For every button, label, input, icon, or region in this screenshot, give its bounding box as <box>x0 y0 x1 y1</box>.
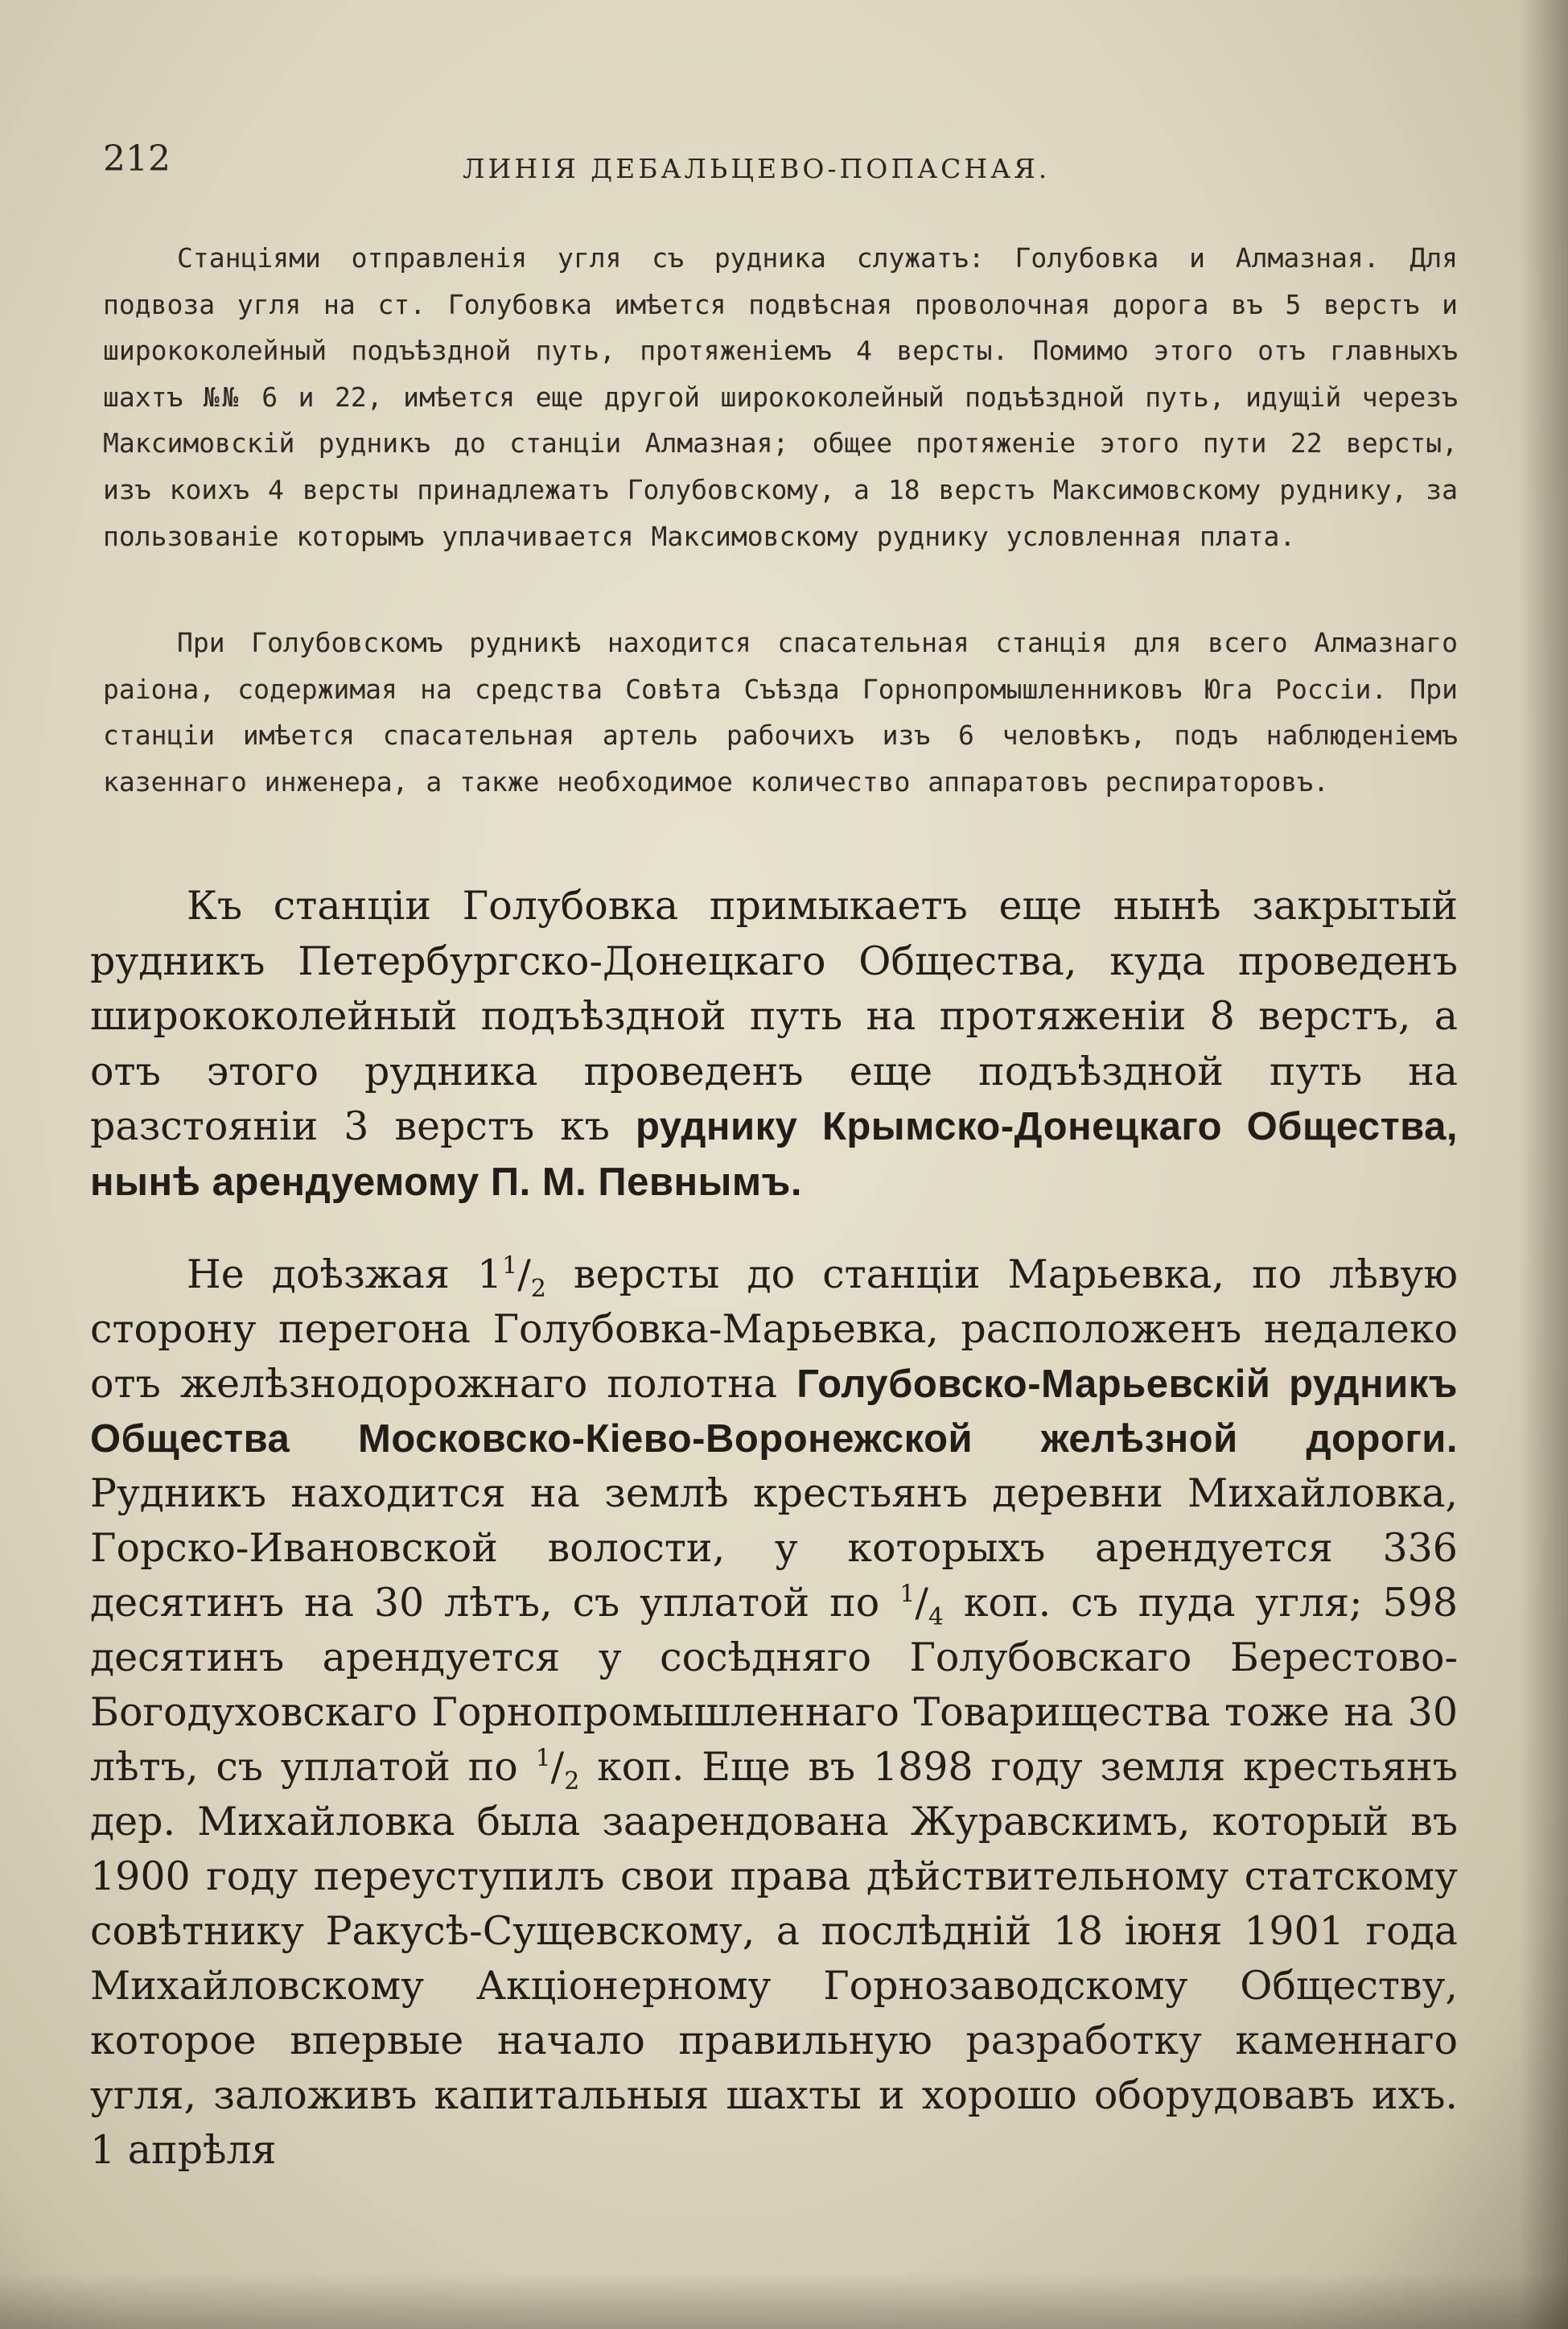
paragraph-text-segment: Рудникъ находится на землѣ крестьянъ деревни Михайловка, Горско-Ивановской волости, у которыхъ арендуется 336 десятинъ на 30 лѣтъ, съ уплатой по <box>90 1470 1458 1626</box>
fraction-numerator: 1 <box>535 1744 551 1773</box>
fraction-numerator: 1 <box>502 1251 518 1280</box>
paragraph-text-bold: Голубовско-Марьевскій рудникъ Общества Московско-Кіево-Воронежской желѣзной дороги. <box>90 1362 1458 1461</box>
page-number: 212 <box>103 138 171 179</box>
paragraph-stations: Станціями отправленія угля съ рудника служатъ: Голубовка и Алмазная. Для подвоза угля на ст. Голубовка имѣется подвѣсная проволочная дорога въ 5 верстъ и ширококолейный подъѣздной путь, протяженіемъ 4 версты. Помимо этого отъ главныхъ шахтъ №№ 6 и 22, имѣется еще другой ширококолейный подъѣздной путь, идущій черезъ Максимовскій рудникъ до станціи Алмазная; общее протяженіе этого пути 22 версты, изъ коихъ 4 версты принадлежатъ Голубовскому, а 18 верстъ Максимовскому руднику, за пользованіе которымъ уплачивается Максимовскому руднику условленная плата. <box>103 242 1458 552</box>
paragraph-text-regular: Къ станціи Голубовка примыкаетъ еще нынѣ закрытый рудникъ Петербургско-Донецкаго Общества, куда проведенъ ширококолейный подъѣздной путь на протяженіи 8 верстъ, а отъ этого рудника проведенъ еще подъѣздной путь на разстояніи 3 верстъ къ <box>90 883 1458 1150</box>
paragraph-text-segment: коп. съ пуда угля; 598 десятинъ арендуется у сосѣдняго Голубовскаго Берестово-Богодуховскаго Горнопромышленнаго Товарищества тоже на 30 лѣтъ, съ уплатой по <box>90 1580 1458 1790</box>
fraction-denominator: 2 <box>564 1766 580 1795</box>
paragraph-rescue-station: При Голубовскомъ рудникѣ находится спасательная станція для всего Алмазнаго раіона, содержимая на средства Совѣта Съѣзда Горнопромышленниковъ Юга Россіи. При станціи имѣется спасательная артель рабочихъ изъ 6 человѣкъ, подъ наблюденіемъ казеннаго инженера, а также необходимое количество аппаратовъ респираторовъ. <box>103 627 1458 798</box>
paragraph-golubovsko-maryevsky: Не доѣзжая $1^1/_2$ версты до станціи Марьевка, по лѣвую сторону перегона Голубовка-Марьевка, расположенъ недалеко отъ желѣзнодорожнаго полотна Голубовско-Марьевскій рудникъ Общества Московско-Кіево-Воронежской желѣзной дороги. Рудникъ находится на землѣ крестьянъ деревни Михайловка, Горско-Ивановской волости, у которыхъ арендуется 336 десятинъ на 30 лѣтъ, съ уплатой по $^1/_4$ коп. съ пуда угля; 598 десятинъ арендуется у сосѣдняго Голубовскаго Берестово-Богодуховскаго Горнопромышленнаго Товарищества тоже на 30 лѣтъ, съ уплатой по $^1/_2$ коп. Еще въ 1898 году земля крестьянъ дер. Михайловка была заарендована Журавскимъ, который въ 1900 году переуступилъ свои права дѣйствительному статскому совѣтнику Ракусѣ-Сущевскому, а послѣдній 18 іюня 1901 года Михайловскому Акціонерному Горнозаводскому Обществу, которое впервые начало правильную разработку каменнаго угля, заложивъ капитальныя шахты и хорошо оборудовавъ ихъ. 1 апрѣля <box>90 1251 1458 2173</box>
paragraph-text-segment: коп. Еще въ 1898 году земля крестьянъ дер. Михайловка была заарендована Журавскимъ, который въ 1900 году переуступилъ свои права дѣйствительному статскому совѣтнику Ракусѣ-Сущевскому, а послѣдній 18 іюня 1901 года Михайловскому Акціонерному Горнозаводскому Обществу, которое впервые начало правильную разработку каменнаго угля, заложивъ капитальныя шахты и хорошо оборудовавъ ихъ. 1 апрѣля <box>90 1744 1458 2173</box>
paragraph-petersburg-donetsk <box>90 879 1458 1210</box>
fraction-numerator: 1 <box>899 1580 916 1609</box>
paragraph-text-bold: руднику Крымско-Донецкаго Общества, нынѣ арендуемому П. М. Певнымъ. <box>90 1105 1458 1204</box>
running-title: ЛИНІЯ ДЕБАЛЬЦЕВО-ПОПАСНАЯ. <box>463 153 1051 184</box>
page-edge-shadow <box>1520 0 1568 2329</box>
paragraph-text-segment: Не доѣзжая 1 <box>187 1251 503 1297</box>
fraction-denominator: 2 <box>530 1274 546 1303</box>
paragraph-text-segment: версты до станціи Марьевка, по лѣвую сторону перегона Голубовка-Марьевка, расположенъ недалеко отъ желѣзнодорожнаго полотна <box>90 1251 1458 1407</box>
fraction-denominator: 4 <box>928 1602 944 1631</box>
page-bottom-shadow <box>0 2273 1568 2329</box>
